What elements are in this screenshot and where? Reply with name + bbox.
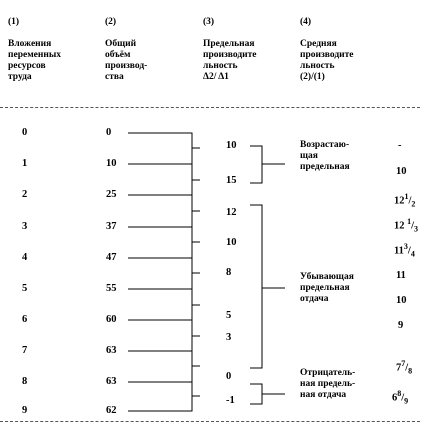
col4-num: 1 — [407, 217, 412, 226]
bracket-6-7 — [128, 320, 192, 351]
col4-num: 8 — [397, 389, 402, 398]
col1-value: 9 — [22, 405, 28, 416]
stage-label-negative: Отрицатель- ная предель- ная отдача — [300, 368, 356, 400]
col3-value: 3 — [226, 332, 232, 343]
bracket-4-5 — [128, 258, 192, 289]
col4-value: $12^1/_2$ — [394, 192, 416, 209]
col4-den: 3 — [414, 224, 419, 234]
col3-value: 5 — [226, 310, 232, 321]
col4-value: 9 — [398, 320, 404, 331]
col4-num: 3 — [403, 242, 408, 251]
group-bracket-negative — [250, 384, 262, 404]
col2-value: 63 — [106, 345, 117, 356]
header-col2-num: (2) — [105, 17, 117, 27]
col4-value: 11 — [396, 270, 406, 281]
col4-den: 4 — [410, 249, 415, 259]
header-col2-text: Общий объём производ- ства — [105, 39, 148, 82]
header-col3-text: Предельная производите льность Δ2/ Δ1 — [203, 39, 257, 82]
col2-value: 63 — [106, 376, 117, 387]
bracket-5-6 — [128, 289, 192, 320]
col4-num: 1 — [404, 192, 409, 201]
col1-value: 6 — [22, 314, 28, 325]
bottom-rule — [0, 421, 420, 422]
bracket-0-1 — [128, 133, 192, 164]
col4-den: 8 — [408, 366, 413, 376]
col1-value: 7 — [22, 345, 28, 356]
col1-value: 3 — [22, 221, 28, 232]
col2-value: 60 — [106, 314, 117, 325]
bracket-7-8 — [128, 351, 192, 382]
group-bracket-increasing — [250, 146, 262, 183]
col3-value: 8 — [226, 267, 232, 278]
col4-value: 12 $^1/_3$ — [394, 217, 419, 234]
col1-value: 4 — [22, 252, 28, 263]
bracket-3-4 — [128, 227, 192, 258]
header-col4-text: Средняя производите льность (2)/(1) — [300, 39, 354, 82]
col4-whole: 12 — [394, 195, 405, 207]
stage-label-diminishing: Убывающая предельная отдача — [300, 272, 354, 304]
col4-whole: 12 — [394, 220, 408, 232]
bracket-2-3 — [128, 195, 192, 227]
col3-value: 0 — [226, 371, 232, 382]
group-bracket-diminishing — [250, 205, 262, 368]
col4-den: 9 — [404, 396, 409, 406]
stage-label-increasing: Возрастаю- щая предельная — [300, 140, 350, 172]
col1-value: 5 — [22, 283, 28, 294]
header-col1-text: Вложения переменных ресурсов труда — [8, 39, 61, 82]
col2-value: 25 — [106, 189, 117, 200]
header-col1-num: (1) — [8, 17, 20, 27]
col1-value: 0 — [22, 127, 28, 138]
col4-den: 2 — [411, 199, 416, 209]
col3-value: 10 — [226, 140, 237, 151]
col4-whole: 7 — [396, 362, 402, 374]
col2-value: 62 — [106, 405, 117, 416]
col4-value: 10 — [396, 295, 407, 306]
col3-value: 10 — [226, 237, 237, 248]
bracket-1-2 — [128, 164, 192, 195]
col2-value: 10 — [106, 158, 117, 169]
bracket-8-9 — [128, 382, 192, 411]
col4-value: 10 — [396, 166, 407, 177]
col4-num: 7 — [401, 359, 406, 368]
col2-value: 0 — [106, 127, 112, 138]
col4-whole: 11 — [394, 245, 404, 257]
col3-value: 15 — [226, 175, 237, 186]
col1-value: 1 — [22, 158, 28, 169]
col2-value: 47 — [106, 252, 117, 263]
col3-value: -1 — [226, 395, 235, 406]
col3-value: 12 — [226, 207, 237, 218]
col1-value: 8 — [22, 376, 28, 387]
col4-whole: 6 — [392, 392, 398, 404]
header-col4-num: (4) — [300, 17, 312, 27]
col4-value: $7^7/_8$ — [396, 359, 413, 376]
header-col3-num: (3) — [203, 17, 215, 27]
col4-value: $11^3/_4$ — [394, 242, 415, 259]
col4-value: - — [398, 140, 402, 151]
col4-value: $6^8/_9$ — [392, 389, 409, 406]
col1-value: 2 — [22, 189, 28, 200]
col2-value: 37 — [106, 221, 117, 232]
col2-value: 55 — [106, 283, 117, 294]
